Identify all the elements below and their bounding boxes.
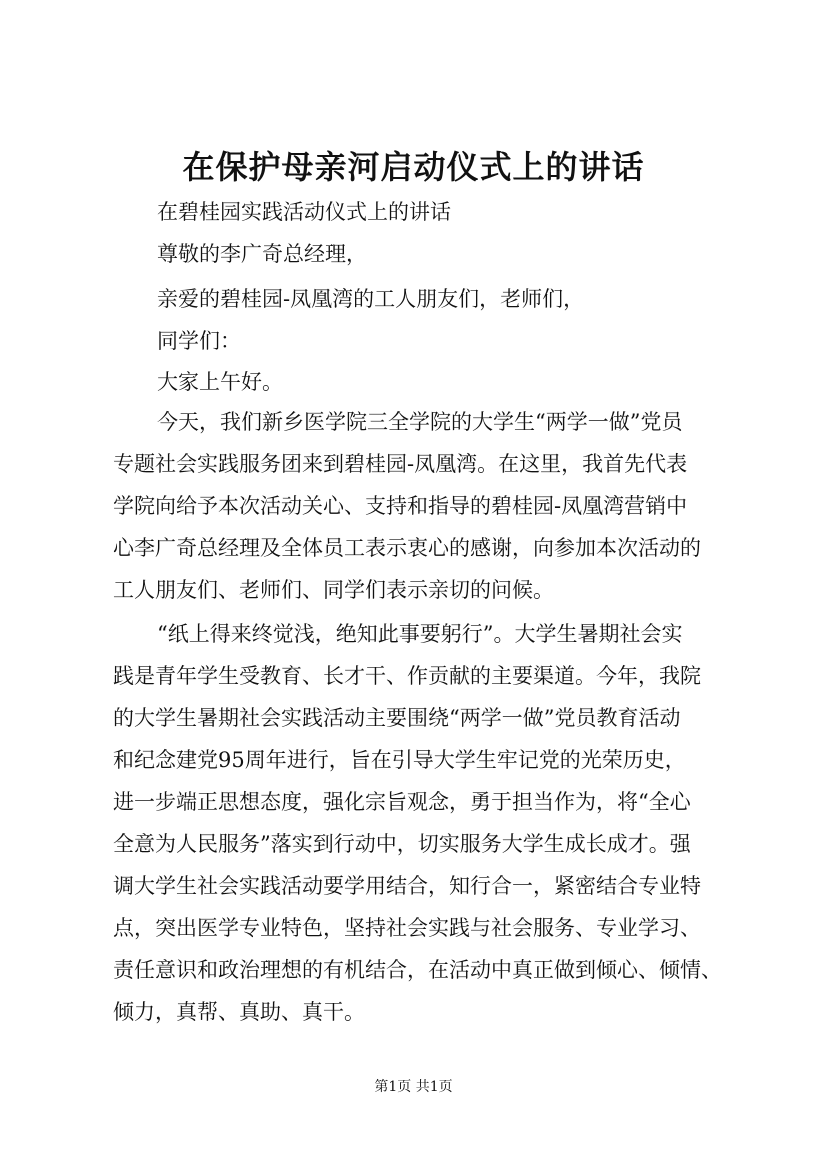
- paragraph2-line: 和纪念建党95周年进行，旨在引导大学生牢记党的光荣历史，: [113, 748, 686, 772]
- paragraph2-line: 践是青年学生受教育、长才干、作贡献的主要渠道。今年，我院: [113, 664, 701, 688]
- paragraph2-line: 点，突出医学专业特色，坚持社会实践与社会服务、专业学习、: [113, 916, 701, 940]
- greeting-line: 大家上午好。: [157, 370, 283, 394]
- paragraph2-line: 调大学生社会实践活动要学用结合，知行合一，紧密结合专业特: [113, 874, 701, 898]
- paragraph1-line: 工人朋友们、老师们、同学们表示亲切的问候。: [113, 578, 554, 602]
- paragraph1-line: 专题社会实践服务团来到碧桂园-凤凰湾。在这里，我首先代表: [113, 452, 688, 476]
- paragraph1-line: 今天，我们新乡医学院三全学院的大学生“两学一做”党员: [157, 410, 683, 434]
- salutation-line: 同学们：: [157, 329, 241, 353]
- paragraph2-line: 的大学生暑期社会实践活动主要围绕“两学一做”党员教育活动: [113, 706, 681, 730]
- document-title: 在保护母亲河启动仪式上的讲话: [182, 148, 645, 186]
- paragraph1-line: 学院向给予本次活动关心、支持和指导的碧桂园-凤凰湾营销中: [113, 494, 688, 518]
- paragraph2-line: “纸上得来终觉浅，绝知此事要躬行”。大学生暑期社会实: [157, 622, 683, 646]
- subtitle-line: 在碧桂园实践活动仪式上的讲话: [157, 200, 451, 224]
- paragraph2-line: 倾力，真帮、真助、真干。: [113, 1000, 365, 1024]
- salutation-line: 尊敬的李广奇总经理，: [157, 242, 367, 266]
- paragraph1-line: 心李广奇总经理及全体员工表示衷心的感谢，向参加本次活动的: [113, 536, 701, 560]
- salutation-line: 亲爱的碧桂园-凤凰湾的工人朋友们，老师们，: [157, 287, 585, 311]
- paragraph2-line: 责任意识和政治理想的有机结合，在活动中真正做到倾心、倾情、: [113, 958, 722, 982]
- paragraph2-line: 全意为人民服务”落实到行动中，切实服务大学生成长成才。强: [113, 832, 691, 856]
- page-footer: 第1页 共1页: [374, 1079, 453, 1095]
- paragraph2-line: 进一步端正思想态度，强化宗旨观念，勇于担当作为，将“全心: [113, 790, 691, 814]
